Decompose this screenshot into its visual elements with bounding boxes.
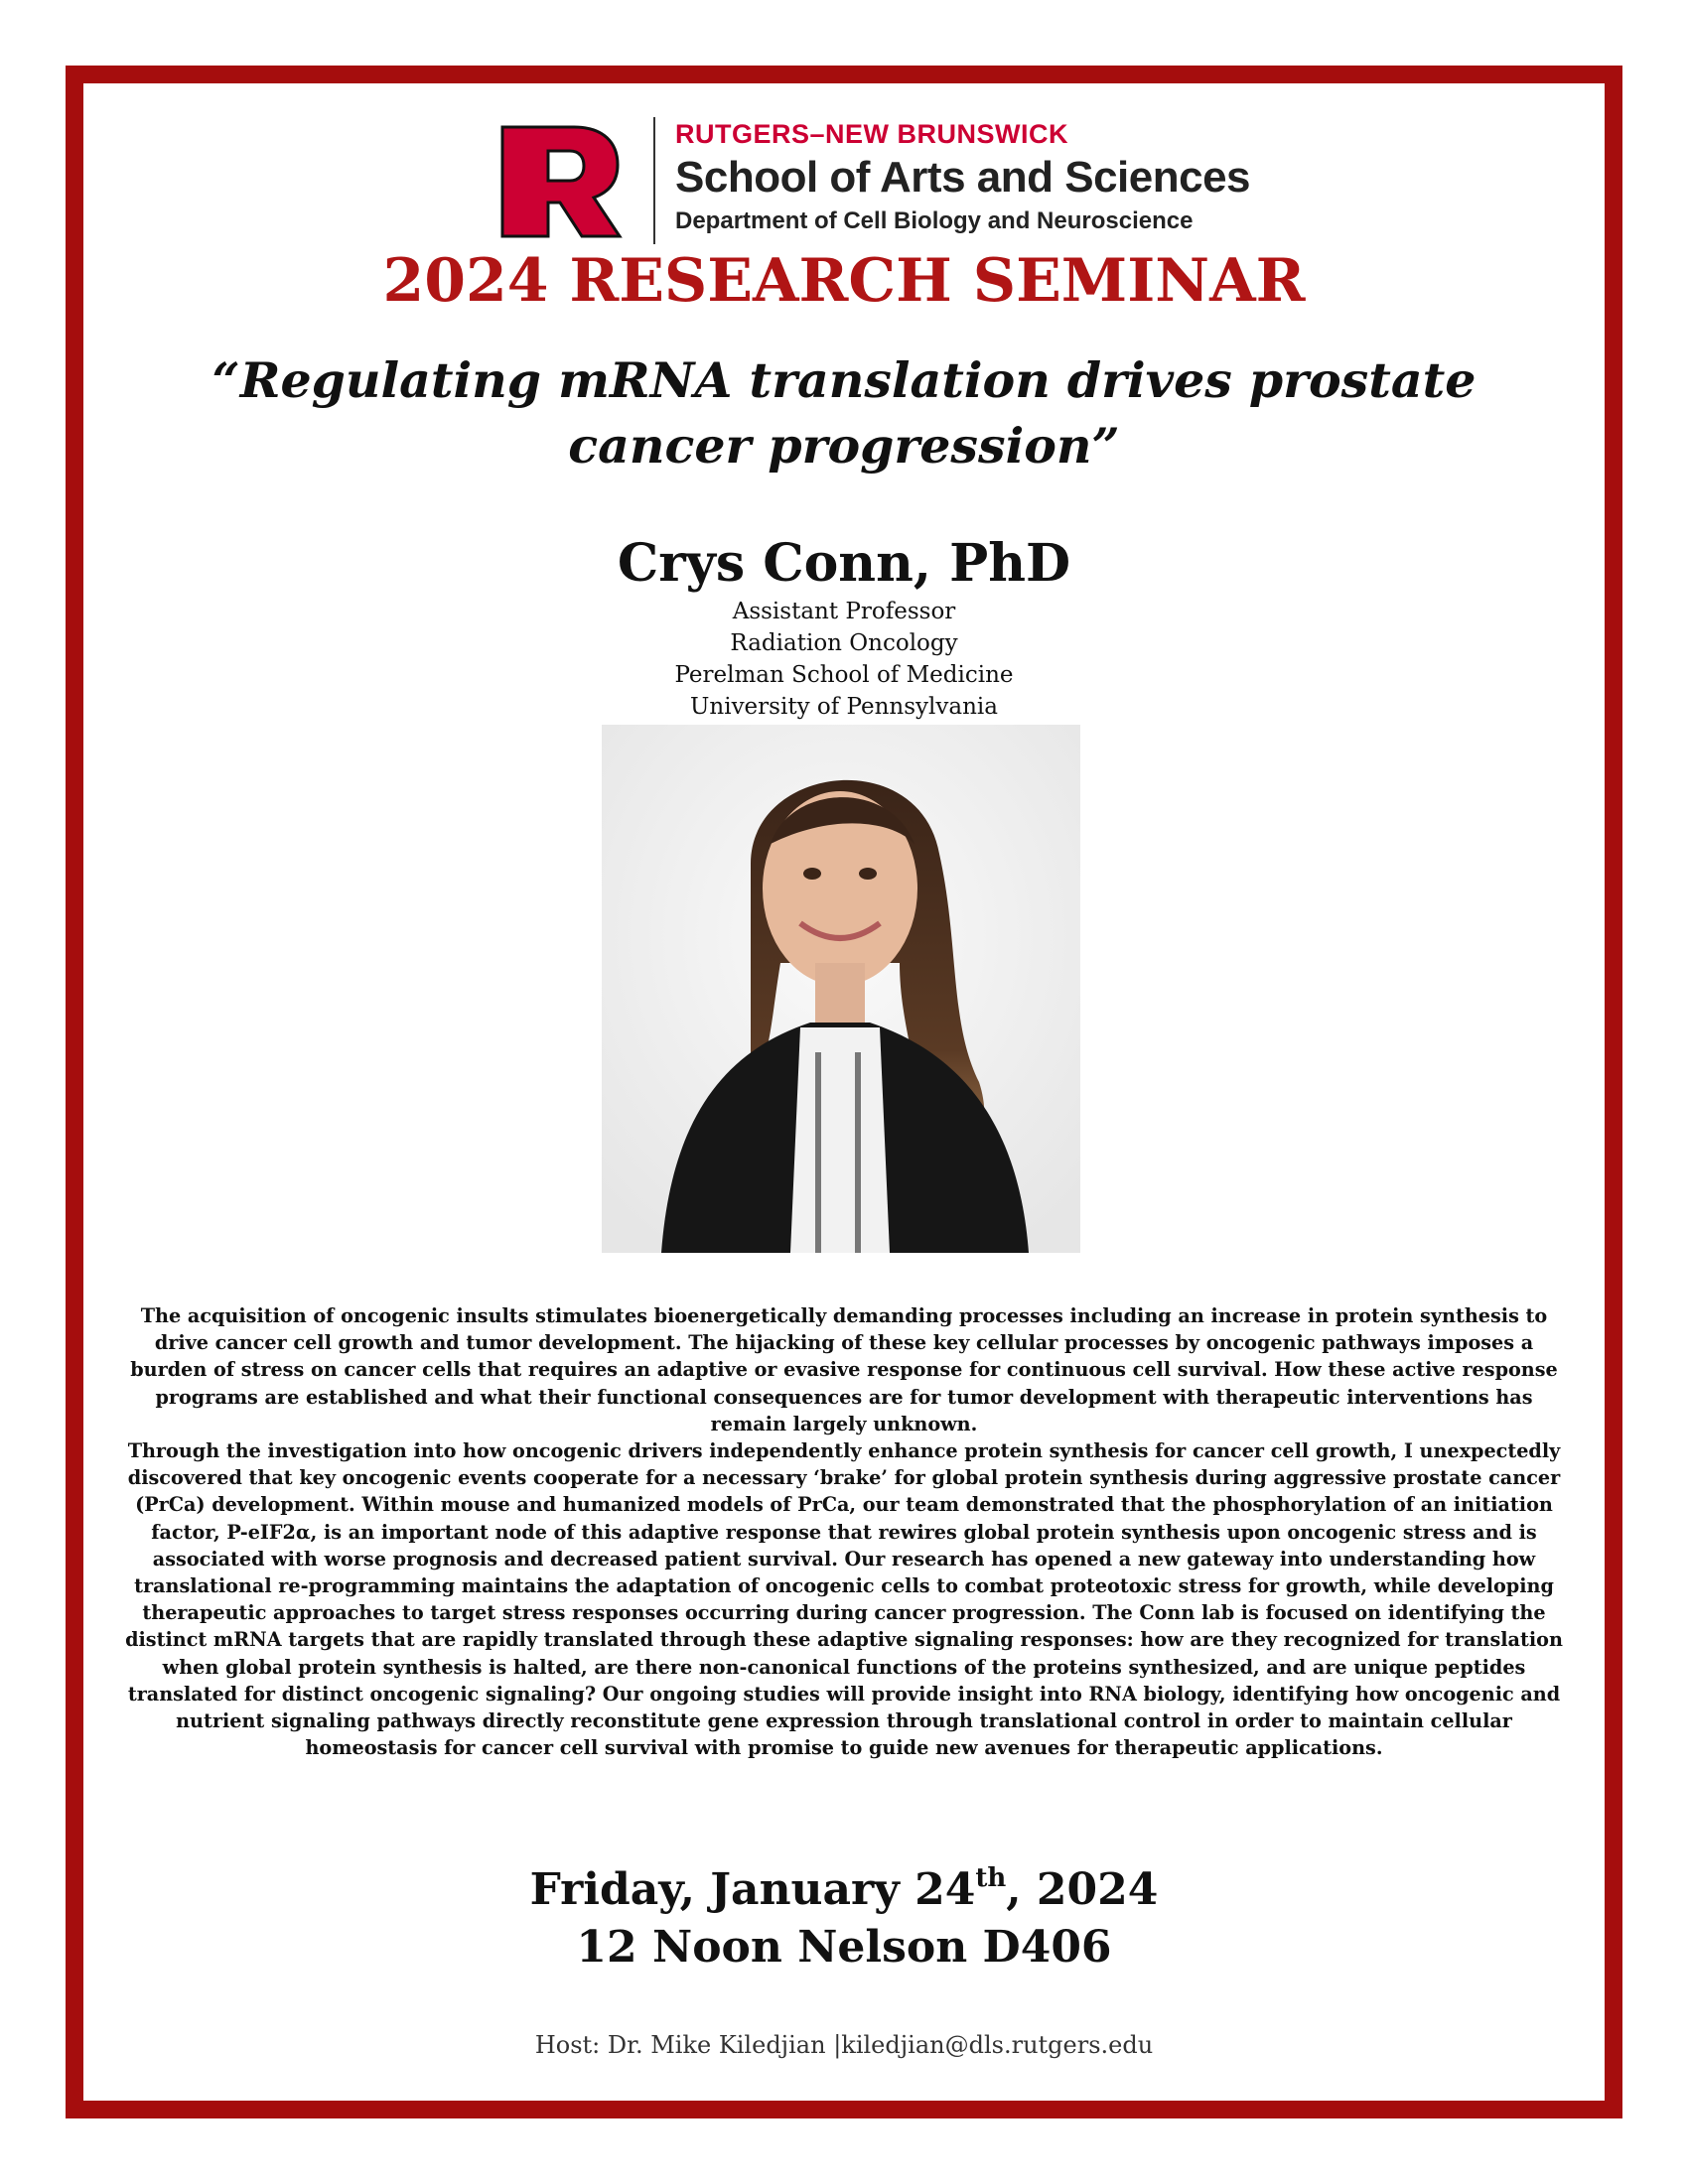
speaker-name: Crys Conn, PhD: [617, 533, 1071, 594]
affiliation-line: Radiation Oncology: [730, 630, 958, 656]
host-contact: Host: Dr. Mike Kiledjian |kiledjian@dls.rutgers.edu: [534, 2031, 1154, 2059]
speaker-portrait-icon: [602, 725, 1080, 1253]
abstract-paragraph: Through the investigation into how oncogenic drivers independently enhance protein synthesis for cancer cell growth, I unexpectedly discovered that key oncogenic events cooperate for a necessary ‘brake’ for global protein synthesis during aggressive prostate cancer (PrCa) development. Within mouse and humanized models of PrCa, our team demonstrated that the phosphorylation of an initiation factor, P-eIF2α, is an important node of this adaptive response that rewires global protein synthesis upon oncogenic stress and is associated with worse prognosis and decreased patient survival. Our research has opened a new gateway into understanding how translational re-programming maintains the adaptation of oncogenic cells to combat proteotoxic stress for growth, while developing therapeutic approaches to target stress responses occurring during cancer progression. The Conn lab is focused on identifying the distinct mRNA targets that are rapidly translated through these adaptive signaling responses: how are they recognized for translation when global protein synthesis is halted, are there non-canonical functions of the proteins synthesized, and are unique peptides translated for distinct oncogenic signaling? Our ongoing studies will provide insight into RNA biology, identifying how oncogenic and nutrient signaling pathways directly reconstitute gene expression through translational control in order to maintain cellular homeostasis for cancer cell survival with promise to guide new avenues for therapeutic applications.: [125, 1439, 1563, 1760]
talk-title: “Regulating mRNA translation drives prostate cancer progression”: [211, 351, 1477, 475]
seminar-heading: 2024 RESEARCH SEMINAR: [382, 246, 1306, 316]
event-date: [0, 1862, 1688, 1918]
speaker-affiliation: [0, 596, 1688, 723]
affiliation-line: Perelman School of Medicine: [674, 662, 1014, 688]
logo-text: [675, 117, 1250, 238]
event-time-location: 12 Noon Nelson D406: [576, 1922, 1112, 1973]
speaker-photo: [602, 725, 1080, 1253]
event-date-year: , 2024: [1006, 1864, 1159, 1915]
rutgers-r-icon: [496, 121, 628, 246]
logo-school: School of Arts and Sciences: [675, 153, 1251, 202]
affiliation-line: Assistant Professor: [732, 599, 956, 624]
logo-department: Department of Cell Biology and Neuroscience: [675, 207, 1194, 234]
abstract-paragraph: The acquisition of oncogenic insults stimulates bioenergetically demanding processes including an increase in protein synthesis to drive cancer cell growth and tumor development. The hijacking of these key cellular processes by oncogenic pathways imposes a burden of stress on cancer cells that requires an adaptive or evasive response for continuous cell survival. How these active response programs are established and what their functional consequences are for tumor development with therapeutic interventions has remain largely unknown.: [130, 1304, 1558, 1435]
affiliation-line: University of Pennsylvania: [690, 694, 998, 720]
logo-divider: [653, 117, 655, 244]
event-date-suffix: th: [975, 1863, 1007, 1893]
abstract: [117, 1302, 1571, 1761]
event-date-main: Friday, January 24: [529, 1864, 976, 1915]
logo-university: RUTGERS–NEW BRUNSWICK: [675, 119, 1069, 149]
rutgers-logo: [496, 117, 1251, 246]
